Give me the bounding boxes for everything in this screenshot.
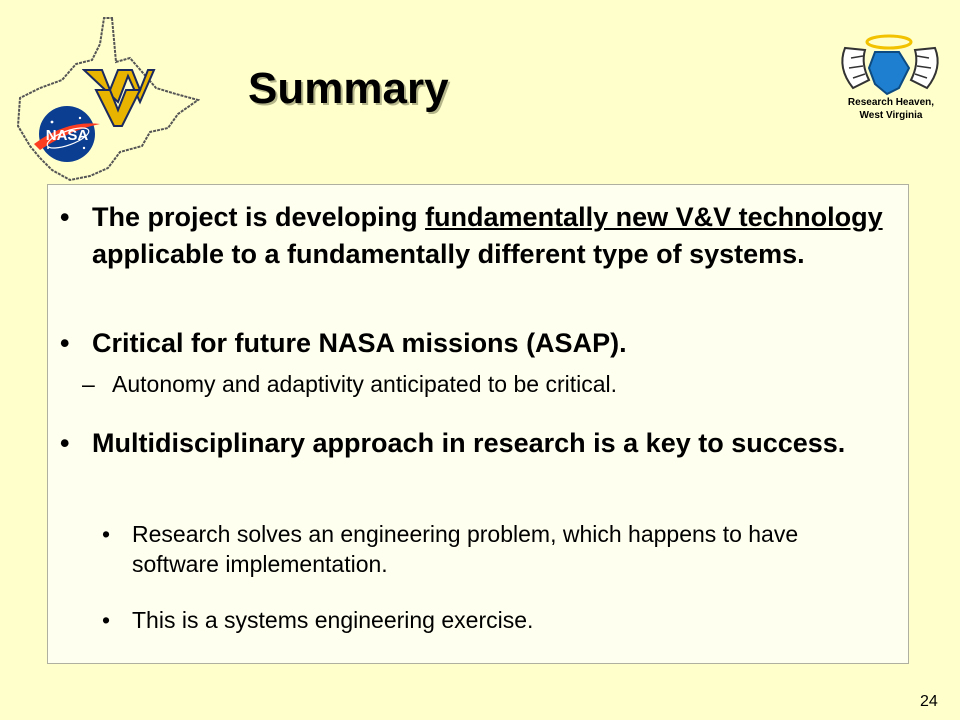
sub-bullet-text: Autonomy and adaptivity anticipated to be critical.	[112, 371, 618, 397]
sub-bullet-text: This is a systems engineering exercise.	[132, 607, 534, 633]
bullet-text-part: The project is developing	[92, 202, 426, 232]
underlined-phrase: fundamentally new V&V technology	[425, 202, 883, 232]
bullet-text	[92, 199, 895, 273]
bullet-text: Multidisciplinary approach in research is a key to success.	[92, 428, 846, 458]
bullet-multidisciplinary	[60, 425, 895, 462]
page-number: 24	[920, 693, 938, 710]
heaven-caption-line1: Research Heaven,	[847, 97, 935, 108]
research-heaven-caption	[830, 96, 952, 122]
svg-text:NASA: NASA	[45, 127, 89, 144]
bullet-marker: •	[60, 328, 70, 358]
bullet-marker: •	[102, 521, 111, 547]
sub-bullet-systems	[102, 605, 862, 635]
bullet-marker: •	[60, 428, 70, 458]
bullet-marker: •	[60, 202, 70, 232]
dash-marker: –	[82, 371, 95, 397]
heaven-caption-line2: West Virginia	[859, 110, 923, 121]
sub-bullet-research	[102, 519, 862, 579]
bullet-project	[60, 199, 895, 273]
nasa-logo-icon	[30, 104, 104, 164]
sub-bullet-text: Research solves an engineering problem, which happens to have software implementation.	[132, 521, 799, 577]
bullet-text-part: applicable to a fundamentally different type of systems.	[92, 239, 805, 269]
content-box	[47, 184, 909, 664]
bullet-text: Critical for future NASA missions (ASAP).	[92, 328, 627, 358]
bullet-marker: •	[102, 607, 111, 633]
logo-area	[0, 0, 200, 200]
bullet-critical	[60, 325, 895, 362]
sub-bullet-autonomy	[82, 369, 882, 400]
slide-title: Summary	[248, 64, 449, 113]
